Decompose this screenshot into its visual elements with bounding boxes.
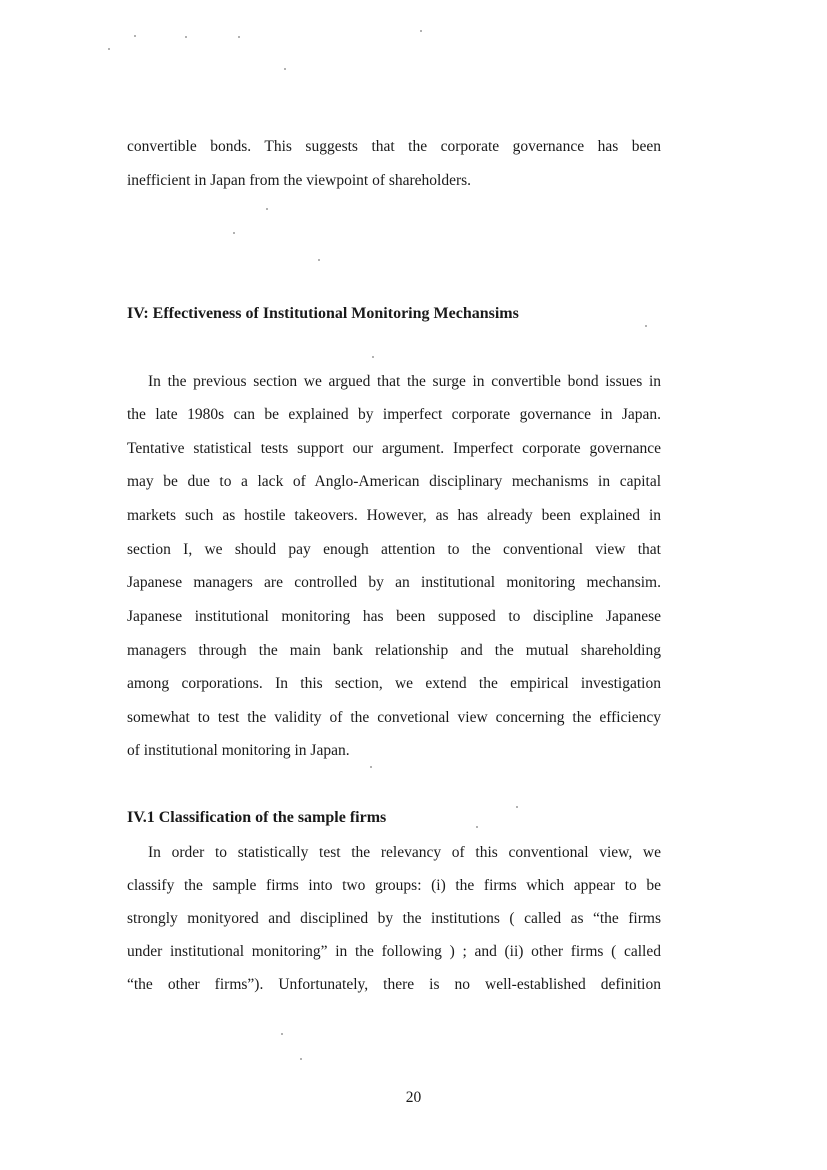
paragraph-line: inefficient in Japan from the viewpoint of shareholders. xyxy=(127,172,472,189)
scan-speck xyxy=(233,232,235,234)
scan-speck xyxy=(108,48,110,50)
paragraph-line: managers through the main bank relationship and the mutual shareholding xyxy=(127,642,661,659)
paragraph-line: In the previous section we argued that the surge in convertible bond issues in xyxy=(148,373,661,390)
scan-speck xyxy=(318,259,320,261)
scan-speck xyxy=(134,35,136,37)
paragraph-line: may be due to a lack of Anglo-American disciplinary mechanisms in capital xyxy=(127,473,661,490)
paragraph-line: markets such as hostile takeovers. However, as has already been explained in xyxy=(127,507,661,524)
scan-speck xyxy=(370,766,372,768)
scan-speck xyxy=(238,36,240,38)
scan-speck xyxy=(185,36,187,38)
scan-speck xyxy=(281,1033,283,1035)
scan-speck xyxy=(300,1058,302,1060)
paragraph-line: convertible bonds. This suggests that the corporate governance has been xyxy=(127,138,661,155)
paragraph-line: In order to statistically test the relevancy of this conventional view, we xyxy=(148,844,661,861)
scan-speck xyxy=(476,826,478,828)
section-heading: IV: Effectiveness of Institutional Monitoring Mechansims xyxy=(127,305,519,322)
scan-speck xyxy=(372,356,374,358)
subsection-heading: IV.1 Classification of the sample firms xyxy=(127,809,387,826)
paragraph-line: under institutional monitoring” in the following ) ; and (ii) other firms ( called xyxy=(127,943,661,960)
paragraph-line: strongly monityored and disciplined by the institutions ( called as “the firms xyxy=(127,910,661,927)
scan-speck xyxy=(420,30,422,32)
scan-speck xyxy=(516,806,518,808)
scan-speck xyxy=(266,208,268,210)
paragraph-line: section I, we should pay enough attention to the conventional view that xyxy=(127,541,661,558)
paragraph-line: Tentative statistical tests support our argument. Imperfect corporate governance xyxy=(127,440,661,457)
paragraph-line: somewhat to test the validity of the convetional view concerning the efficiency xyxy=(127,709,661,726)
paragraph-line: the late 1980s can be explained by imperfect corporate governance in Japan. xyxy=(127,406,661,423)
paragraph-line: classify the sample firms into two groups: (i) the firms which appear to be xyxy=(127,877,661,894)
paragraph-line: of institutional monitoring in Japan. xyxy=(127,742,350,759)
scan-speck xyxy=(284,68,286,70)
page-number: 20 xyxy=(405,1089,422,1106)
scan-speck xyxy=(645,325,647,327)
paragraph-line: among corporations. In this section, we extend the empirical investigation xyxy=(127,675,661,692)
paragraph-line: “the other firms”). Unfortunately, there is no well-established definition xyxy=(127,976,661,993)
paragraph-line: Japanese managers are controlled by an institutional monitoring mechansim. xyxy=(127,574,661,591)
paragraph-line: Japanese institutional monitoring has been supposed to discipline Japanese xyxy=(127,608,661,625)
